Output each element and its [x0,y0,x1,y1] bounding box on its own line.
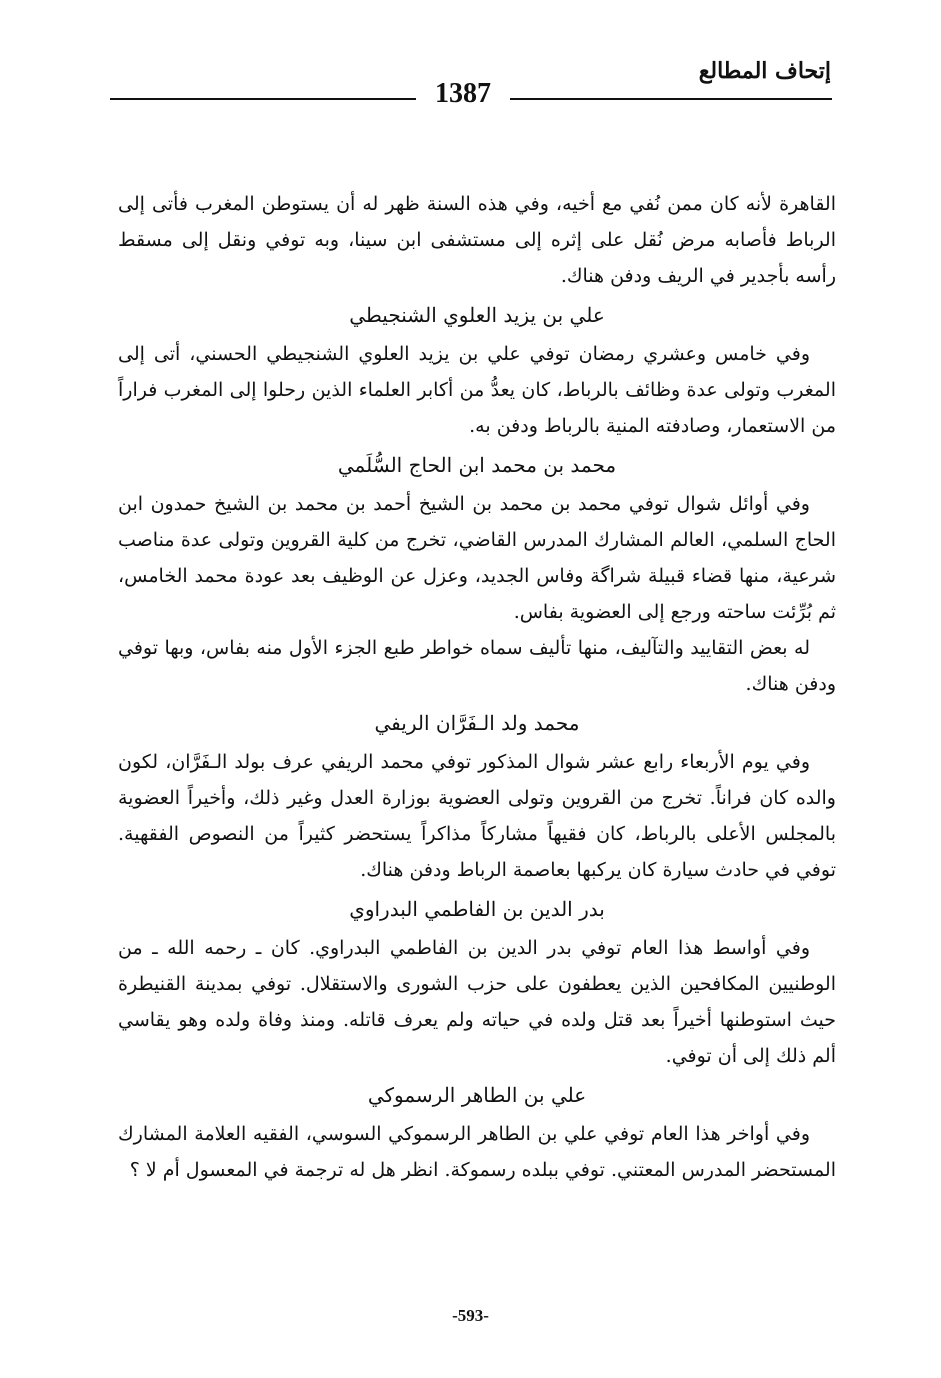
entry-paragraph: وفي أواسط هذا العام توفي بدر الدين بن الفاطمي البدراوي. كان ـ رحمه الله ـ من الوطنيين المكافحين الذين يعطفون على حزب الشورى والاستقلال. توفي بمدينة القنيطرة حيث استوطنها أخيراً بعد قتل ولده في حياته ولم يعرف قاتله. ومنذ وفاة ولده وهو يقاسي ألم ذلك إلى أن توفي. [118,937,836,1067]
entry-paragraph: وفي خامس وعشري رمضان توفي علي بن يزيد العلوي الشنجيطي الحسني، أتى إلى المغرب وتولى عدة وظائف بالرباط، كان يعدُّ من أكابر العلماء الذين رحلوا إلى المغرب فراراً من الاستعمار، وصادفته المنية بالرباط ودفن به. [118,343,836,437]
entry-paragraph: وفي يوم الأربعاء رابع عشر شوال المذكور توفي محمد الريفي عرف بولد الـفَرَّان، لكون والده كان فراناً. تخرج من القروين وتولى العضوية بوزارة العدل وغير ذلك، وأخيراً العضوية بالمجلس الأعلى بالرباط، كان فقيهاً مشاركاً مذاكراً يستحضر كثيراً من النصوص الفقهية. توفي في حادث سيارة كان يركبها بعاصمة الرباط ودفن هناك. [118,751,836,881]
entry-title: محمد ولد الـفَرَّان الريفي [374,711,580,735]
header-rule-right [510,98,832,100]
page-number: -593- [452,1306,489,1325]
running-title: إتحاف المطالع [698,58,831,84]
entry-paragraph: القاهرة لأنه كان ممن نُفي مع أخيه، وفي هذه السنة ظهر له أن يستوطن المغرب فأتى إلى الرباط فأصابه مرض نُقل على إثره إلى مستشفى ابن سينا، وبه توفي ونقل إلى مسقط رأسه بأجدير في الريف ودفن هناك. [118,193,836,287]
entry-title: بدر الدين بن الفاطمي البدراوي [349,897,605,921]
entry-paragraph: وفي أواخر هذا العام توفي علي بن الطاهر الرسموكي السوسي، الفقيه العلامة المشارك المستحضر المدرس المعتني. توفي ببلده رسموكة. انظر هل له ترجمة في المعسول أم لا ؟ [118,1123,836,1181]
entry-title: محمد بن محمد ابن الحاج السُّلَمي [337,453,617,477]
entry-paragraph: وفي أوائل شوال توفي محمد بن محمد بن الشيخ أحمد بن محمد بن الشيخ حمدون ابن الحاج السلمي، العالم المشارك المدرس القاضي، تخرج من كلية القروين وتولى عدة مناصب شرعية، منها قضاء قبيلة شراگة وفاس الجديد، وعزل عن الوظيف بعد عودة محمد الخامس، ثم بُرِّئت ساحته ورجع إلى العضوية بفاس. [118,493,836,623]
header-rule-left [110,98,416,100]
year-heading: 1387 [435,78,491,109]
entry-title: علي بن الطاهر الرسموكي [367,1083,587,1107]
page-content [118,186,836,1188]
entry-paragraph: له بعض التقاييد والتآليف، منها تأليف سماه خواطر طبع الجزء الأول منه بفاس، وبها توفي ودفن هناك. [118,637,836,695]
entry-title: علي بن يزيد العلوي الشنجيطي [349,303,605,327]
